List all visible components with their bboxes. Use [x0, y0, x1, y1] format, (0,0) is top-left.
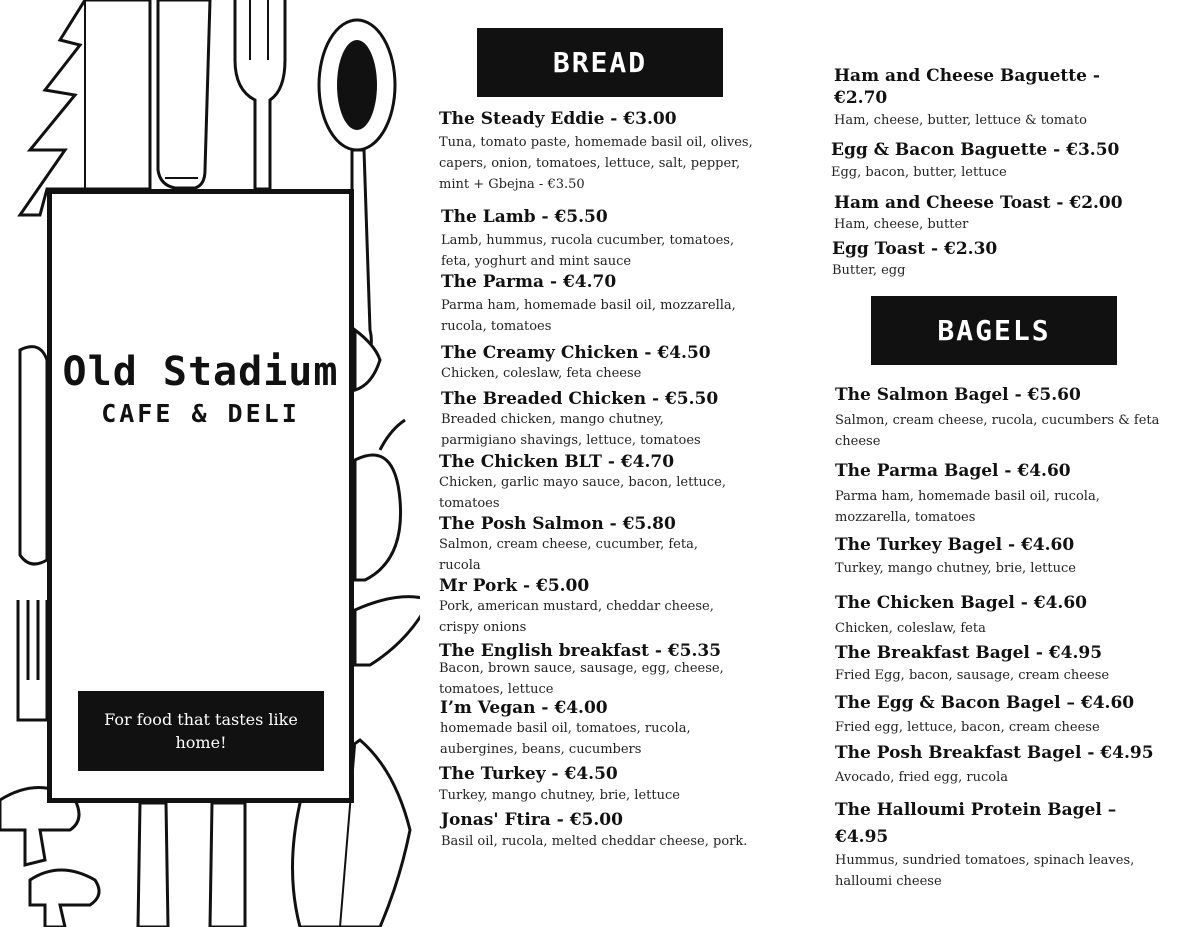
item-description: Ham, cheese, butter	[834, 217, 969, 232]
menu-item	[441, 388, 781, 451]
item-name: The Chicken Bagel - €4.60	[835, 593, 1087, 613]
item-description: Basil oil, rucola, melted cheddar cheese, pork.	[441, 834, 748, 849]
menu-item	[835, 592, 1175, 639]
item-description: Fried egg, lettuce, bacon, cream cheese	[835, 720, 1100, 735]
item-name: The Turkey - €4.50	[439, 764, 618, 784]
menu-item	[439, 763, 779, 806]
item-description: Salmon, cream cheese, rucola, cucumbers & feta cheese	[835, 413, 1160, 449]
section-header-bagels: BAGELS	[871, 296, 1117, 365]
item-name: The Lamb - €5.50	[441, 207, 608, 227]
menu-item	[835, 384, 1175, 452]
menu-item	[439, 513, 779, 576]
menu-item	[439, 575, 779, 638]
item-name: Mr Pork - €5.00	[439, 576, 590, 596]
menu-item	[831, 139, 1171, 183]
menu-item	[440, 697, 780, 760]
item-name: The Turkey Bagel - €4.60	[835, 535, 1075, 555]
item-name: The English breakfast - €5.35	[439, 641, 722, 661]
menu-item	[835, 742, 1175, 788]
menu-item	[439, 640, 779, 700]
brand-card	[47, 189, 354, 803]
item-description: Chicken, coleslaw, feta cheese	[441, 366, 642, 381]
item-description: homemade basil oil, tomatoes, rucola, aubergines, beans, cucumbers	[440, 721, 691, 757]
item-description: Avocado, fried egg, rucola	[835, 770, 1009, 785]
item-description: Turkey, mango chutney, brie, lettuce	[835, 561, 1076, 576]
item-description: Egg, bacon, butter, lettuce	[831, 165, 1007, 180]
item-description: Ham, cheese, butter, lettuce & tomato	[834, 113, 1087, 128]
item-name: Egg Toast - €2.30	[832, 239, 998, 259]
menu-item	[441, 206, 781, 272]
menu-item	[835, 642, 1175, 686]
menu-item	[441, 271, 781, 337]
tagline-box	[78, 691, 324, 771]
menu-item	[835, 692, 1175, 738]
item-name: The Halloumi Protein Bagel – €4.95	[835, 800, 1117, 847]
item-name: Jonas' Ftira - €5.00	[441, 810, 623, 830]
item-name: The Parma - €4.70	[441, 272, 617, 292]
item-name: The Chicken BLT - €4.70	[439, 452, 675, 472]
item-description: Bacon, brown sauce, sausage, egg, cheese, tomatoes, lettuce	[439, 661, 724, 697]
item-description: Turkey, mango chutney, brie, lettuce	[439, 788, 680, 803]
menu-item	[835, 460, 1175, 528]
item-description: Breaded chicken, mango chutney, parmigiano shavings, lettuce, tomatoes	[441, 412, 701, 448]
item-name: Egg & Bacon Baguette - €3.50	[831, 140, 1120, 160]
menu-item	[835, 797, 1175, 892]
item-name: The Salmon Bagel - €5.60	[835, 385, 1081, 405]
item-description: Hummus, sundried tomatoes, spinach leaves, halloumi cheese	[835, 853, 1135, 889]
menu-item	[834, 65, 1174, 131]
menu-item	[439, 451, 779, 514]
item-name: The Posh Breakfast Bagel - €4.95	[835, 743, 1154, 763]
brand-name: Old Stadium	[62, 349, 339, 395]
item-name: The Breakfast Bagel - €4.95	[835, 643, 1103, 663]
menu-item	[439, 108, 779, 195]
item-description: Lamb, hummus, rucola cucumber, tomatoes, feta, yoghurt and mint sauce	[441, 233, 735, 269]
item-description: Salmon, cream cheese, cucumber, feta, rucola	[439, 537, 698, 573]
item-name: I’m Vegan - €4.00	[440, 698, 608, 718]
menu-item	[834, 192, 1174, 235]
item-description: Pork, american mustard, cheddar cheese, crispy onions	[439, 599, 714, 635]
tagline-text: For food that tastes like home!	[104, 710, 298, 752]
item-name: The Creamy Chicken - €4.50	[441, 343, 711, 363]
item-name: The Posh Salmon - €5.80	[439, 514, 676, 534]
item-description: Tuna, tomato paste, homemade basil oil, olives, capers, onion, tomatoes, lettuce, salt, pepper, mint + Gbejna - €3.50	[439, 135, 753, 192]
menu-item	[832, 238, 1172, 281]
brand-subtitle: CAFE & DELI	[101, 399, 300, 428]
item-description: Chicken, coleslaw, feta	[835, 621, 986, 636]
item-name: The Breaded Chicken - €5.50	[441, 389, 719, 409]
menu-item	[441, 809, 781, 852]
item-name: The Steady Eddie - €3.00	[439, 109, 677, 129]
menu-item	[835, 534, 1175, 579]
item-name: Ham and Cheese Toast - €2.00	[834, 193, 1123, 213]
item-description: Chicken, garlic mayo sauce, bacon, lettuce, tomatoes	[439, 475, 726, 511]
item-name: The Egg & Bacon Bagel – €4.60	[835, 693, 1135, 713]
item-description: Parma ham, homemade basil oil, rucola, mozzarella, tomatoes	[835, 489, 1100, 525]
fork-illustration	[235, 0, 285, 189]
knife-illustration	[158, 0, 210, 188]
item-description: Parma ham, homemade basil oil, mozzarella, rucola, tomatoes	[441, 298, 736, 334]
item-name: The Parma Bagel - €4.60	[835, 461, 1071, 481]
menu-item	[441, 342, 781, 384]
item-name: Ham and Cheese Baguette - €2.70	[834, 66, 1100, 108]
item-description: Butter, egg	[832, 263, 906, 278]
section-header-bread: BREAD	[477, 28, 723, 97]
item-description: Fried Egg, bacon, sausage, cream cheese	[835, 668, 1110, 683]
